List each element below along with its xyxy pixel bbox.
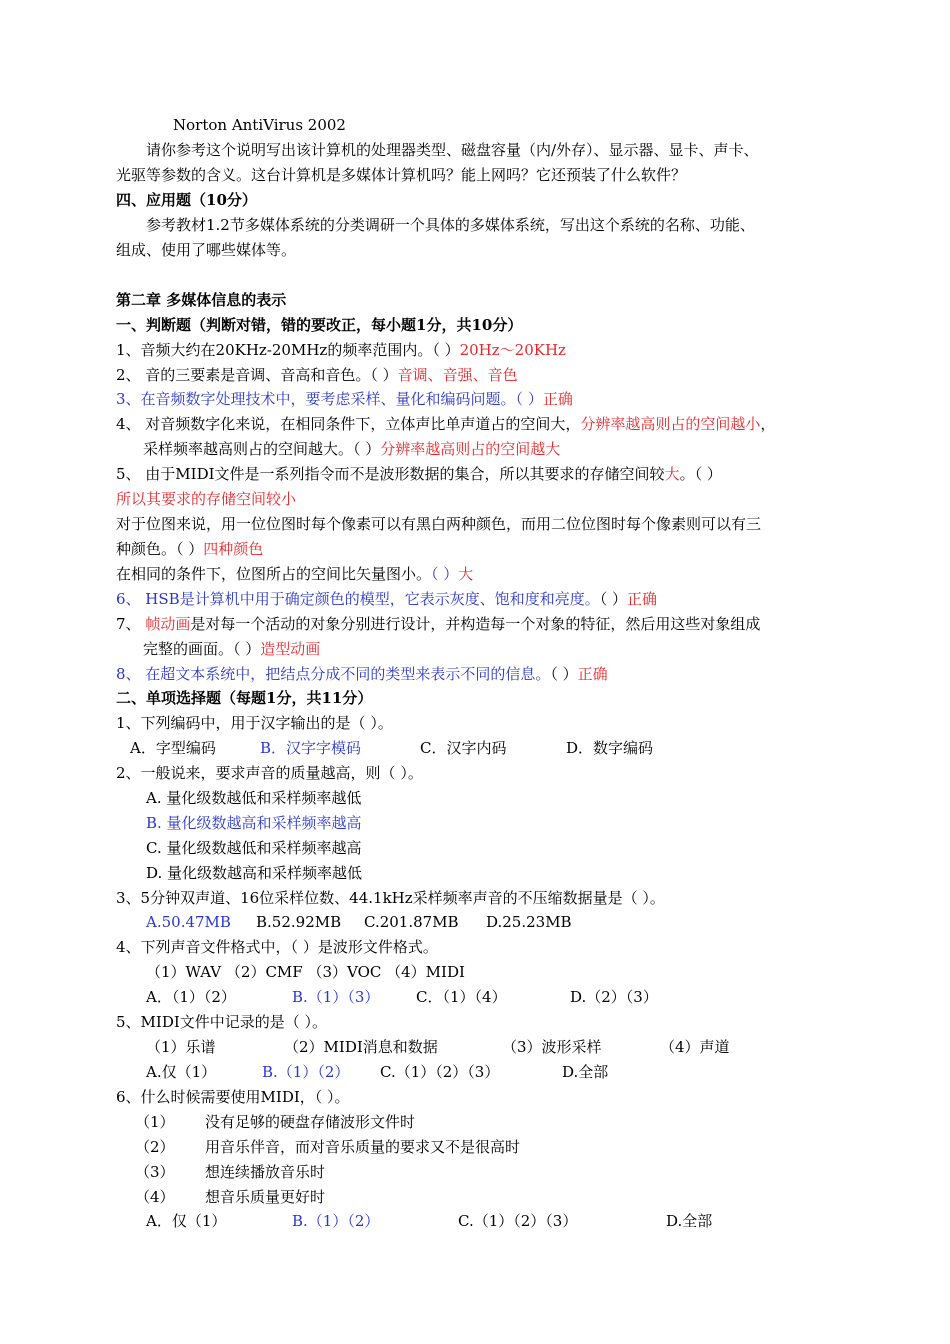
c6-option-a: A．仅（1） <box>146 1212 227 1230</box>
same-answer: 大 <box>458 565 474 583</box>
c6-option-d: D.全部 <box>666 1212 713 1230</box>
q7-text: 是对每一个活动的对象分别进行设计，并构造每一个对象的特征，然后用这些对象组成 <box>190 615 761 633</box>
q8-answer: 正确 <box>577 665 608 683</box>
c5-item-2: （2）MIDI消息和数据 <box>284 1038 438 1056</box>
judge-q6 <box>116 589 855 609</box>
c6-option-c: C.（1）（2）（3） <box>458 1212 578 1230</box>
c4-option-d: D.（2）（3） <box>570 988 658 1006</box>
q6-answer: 正确 <box>626 590 657 608</box>
judge-q4 <box>116 414 855 434</box>
c4-items: （1）WAV （2）CMF （3）VOC （4）MIDI <box>146 963 465 981</box>
paragraph-2b: 组成、使用了哪些媒体等。 <box>116 241 297 259</box>
paragraph-1b: 光驱等参数的含义。这台计算机是多媒体计算机吗？能上网吗？它还预装了什么软件？ <box>116 166 687 184</box>
c2-option-a: A. 量化级数越低和采样频率越低 <box>146 789 362 807</box>
c6-num-4: （4） <box>135 1188 175 1206</box>
same-line <box>116 564 855 584</box>
q8-text: 8、 在超文本系统中，把结点分成不同的类型来表示不同的信息。 <box>116 665 551 683</box>
c6-text-3: 想连续播放音乐时 <box>205 1163 326 1181</box>
c6-text-1: 没有足够的硬盘存储波形文件时 <box>205 1113 416 1131</box>
c2-option-b: B. 量化级数越高和采样频率越高 <box>146 814 362 832</box>
q5-text-b: 。（ ） <box>679 465 722 483</box>
c1-option-a: A．字型编码 <box>130 739 216 757</box>
judge-q7-cont <box>143 639 855 659</box>
c1-option-d: D．数字编码 <box>566 739 654 757</box>
section-4-heading: 四、应用题（10分） <box>116 191 257 209</box>
choice-q3-options <box>146 912 855 932</box>
q1-answer: 20Hz～20KHz <box>459 341 566 359</box>
paragraph-1a: 请你参考这个说明写出该计算机的处理器类型、磁盘容量（内/外存）、显示器、显卡、声卡、 <box>146 141 759 159</box>
judge-q4-cont <box>143 439 855 459</box>
c5-option-c: C.（1）（2）（3） <box>380 1063 500 1081</box>
q5-answer: 所以其要求的存储空间较小 <box>116 490 297 508</box>
choice-q5-options <box>146 1062 855 1082</box>
choice-heading: 二、单项选择题（每题1分，共11分） <box>116 689 373 707</box>
q1-text: 1、音频大约在20KHz-20MHz的频率范围内。（ ） <box>116 341 460 359</box>
choice-q5: 5、MIDI文件中记录的是（ ）。 <box>116 1013 328 1031</box>
c1-option-c: C．汉字内码 <box>420 739 507 757</box>
choice-q4: 4、下列声音文件格式中，（ ）是波形文件格式。 <box>116 938 438 956</box>
q3-answer: 正确 <box>542 390 573 408</box>
same-paren: （ ） <box>431 565 459 583</box>
c6-option-b: B.（1）（2） <box>292 1212 380 1230</box>
judge-heading: 一、判断题（判断对错，错的要改正，每小题1分，共10分） <box>116 316 523 334</box>
c4-option-b: B.（1）（3） <box>292 988 380 1006</box>
q2-answer: 音调、音强、音色 <box>397 366 518 384</box>
same-text: 在相同的条件下，位图所占的空间比矢量图小。 <box>116 565 432 583</box>
q7-answer: 造型动画 <box>260 640 321 658</box>
q4-red: 分辨率越高则占的空间越小 <box>580 415 761 433</box>
c3-option-a: A.50.47MB <box>146 913 231 931</box>
choice-q2: 2、一般说来，要求声音的质量越高，则（ ）。 <box>116 764 423 782</box>
choice-q1: 1、下列编码中，用于汉字输出的是（ ）。 <box>116 714 393 732</box>
q2-text: 2、 音的三要素是音调、音高和音色。（ ） <box>116 366 398 384</box>
q3-text: 3、在音频数字处理技术中，要考虑采样、量化和编码问题。（ ） <box>116 390 543 408</box>
c3-option-d: D.25.23MB <box>486 913 572 931</box>
paragraph-2a: 参考教材1.2节多媒体系统的分类调研一个具体的多媒体系统，写出这个系统的名称、功能、 <box>146 216 755 234</box>
choice-q3: 3、5分钟双声道、16位采样位数、44.1kHz采样频率声音的不压缩数据量是（ ）。 <box>116 889 665 907</box>
judge-q8 <box>116 664 855 684</box>
q8-paren: （ ） <box>550 665 578 683</box>
norton-line: Norton AntiVirus 2002 <box>173 116 346 134</box>
c6-num-1: （1） <box>135 1113 175 1131</box>
c4-option-a: A．（1）（2） <box>146 988 236 1006</box>
c3-option-b: B.52.92MB <box>256 913 342 931</box>
q4-text: 4、 对音频数字化来说，在相同条件下，立体声比单声道占的空间大， <box>116 415 581 433</box>
c2-option-d: D. 量化级数越高和采样频率越低 <box>146 864 363 882</box>
judge-q3 <box>116 389 855 409</box>
chapter-title: 第二章 多媒体信息的表示 <box>116 291 287 309</box>
q5-text-a: 5、 由于MIDI文件是一系列指令而不是波形数据的集合，所以其要求的存储空间较 <box>116 465 665 483</box>
bitmap-answer: 四种颜色 <box>203 540 264 558</box>
choice-q6: 6、什么时候需要使用MIDI，（ ）。 <box>116 1088 350 1106</box>
judge-q1 <box>116 340 855 360</box>
c6-num-3: （3） <box>135 1163 175 1181</box>
q7-cont-text: 完整的画面。（ ） <box>143 640 261 658</box>
c6-item-1 <box>135 1112 855 1132</box>
c6-text-4: 想音乐质量更好时 <box>205 1188 326 1206</box>
choice-q1-options <box>130 738 855 758</box>
bitmap-line-b <box>116 539 855 559</box>
choice-q6-options <box>146 1211 855 1231</box>
choice-q4-options <box>146 987 855 1007</box>
bitmap-line-a: 对于位图来说，用一位位图时每个像素可以有黑白两种颜色，而用二位位图时每个像素则可以有三 <box>116 515 762 533</box>
c3-option-c: C.201.87MB <box>364 913 459 931</box>
judge-q2 <box>116 365 855 385</box>
q4-cont-text: 采样频率越高则占的空间越大。（ ） <box>143 440 381 458</box>
q6-text: 6、 HSB是计算机中用于确定颜色的模型，它表示灰度、饱和度和亮度。 <box>116 590 600 608</box>
judge-q5 <box>116 464 855 484</box>
c6-item-2 <box>135 1137 855 1157</box>
judge-q7 <box>116 614 855 634</box>
c6-text-2: 用音乐伴音，而对音乐质量的要求又不是很高时 <box>205 1138 521 1156</box>
q6-paren: （ ） <box>599 590 627 608</box>
c5-item-3: （3）波形采样 <box>502 1038 602 1056</box>
bitmap-text-b: 种颜色。（ ） <box>116 540 204 558</box>
c2-option-c: C. 量化级数越低和采样频率越高 <box>146 839 362 857</box>
c6-item-4 <box>135 1187 855 1207</box>
q5-red: 大 <box>664 465 680 483</box>
q4-comma: ， <box>760 415 776 433</box>
c5-option-d: D.全部 <box>562 1063 609 1081</box>
c6-num-2: （2） <box>135 1138 175 1156</box>
choice-q5-items <box>146 1037 855 1057</box>
c5-item-4: （4）声道 <box>660 1038 730 1056</box>
c5-item-1: （1）乐谱 <box>146 1038 216 1056</box>
c5-option-b: B.（1）（2） <box>262 1063 350 1081</box>
q4-answer: 分辨率越高则占的空间越大 <box>380 440 561 458</box>
q7-red: 帧动画 <box>145 615 191 633</box>
c5-option-a: A.仅（1） <box>146 1063 217 1081</box>
c1-option-b: B．汉字字模码 <box>260 739 362 757</box>
q7-pre: 7、 <box>116 615 146 633</box>
c6-item-3 <box>135 1162 855 1182</box>
c4-option-c: C．（1）（4） <box>416 988 507 1006</box>
